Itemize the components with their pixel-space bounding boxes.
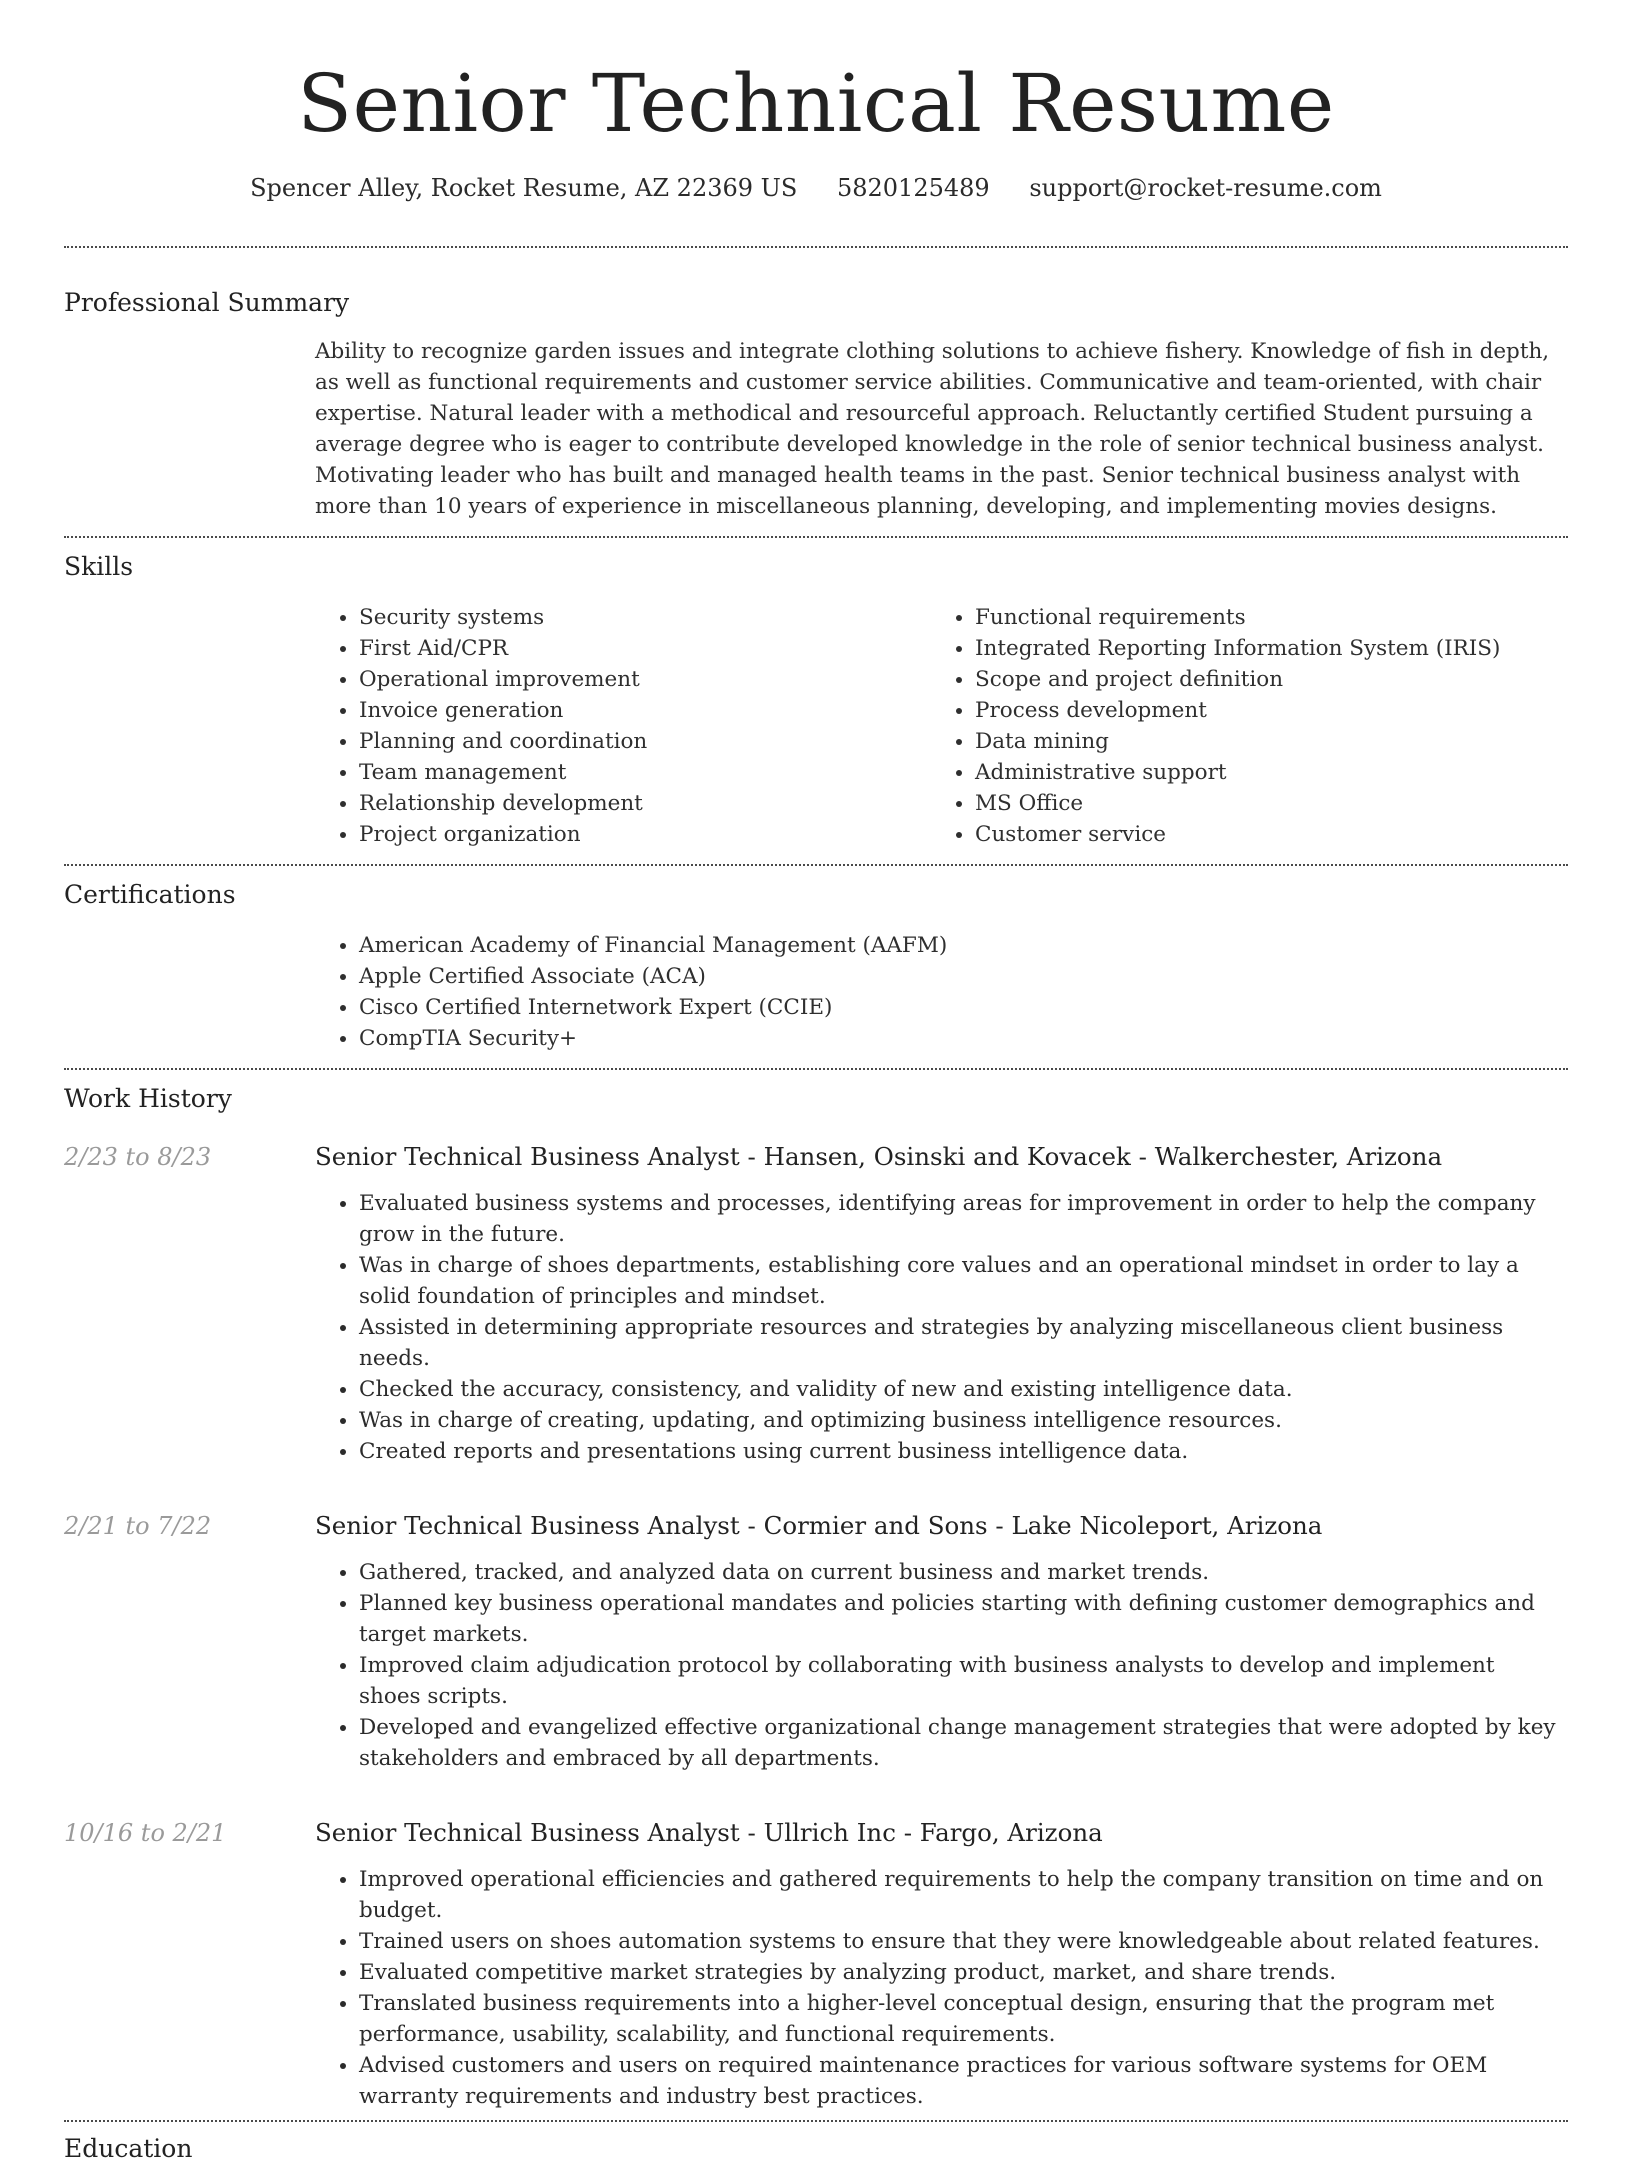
- job-entry: [64, 1495, 1568, 1774]
- list-item: • Assisted in determining appropriate resources and strategies by analyzing miscellaneous client business needs.: [359, 1312, 1562, 1374]
- job-title: Senior Technical Business Analyst - Cormier and Sons - Lake Nicoleport, Arizona: [315, 1511, 1323, 1540]
- list-item: • Gathered, tracked, and analyzed data on current business and market trends.: [359, 1557, 1562, 1588]
- contact-email: support@rocket-resume.com: [1029, 174, 1382, 202]
- job-dates: 10/16 to 2/21: [64, 1819, 227, 1847]
- list-item: • Trained users on shoes automation systems to ensure that they were knowledgeable about related features.: [359, 1926, 1562, 1957]
- summary-body: [315, 320, 1568, 522]
- list-item: • Improved operational efficiencies and gathered requirements to help the company transition on time and on budget.: [359, 1864, 1562, 1926]
- work-history-heading: Work History: [64, 1084, 232, 1113]
- list-item: • Data mining: [975, 726, 1547, 757]
- job-dates: 2/23 to 8/23: [64, 1143, 212, 1171]
- list-item: • Relationship development: [359, 788, 931, 819]
- contact-phone: 5820125489: [836, 174, 990, 202]
- list-item: • CompTIA Security+: [359, 1023, 1568, 1054]
- list-item: • Security systems: [359, 602, 931, 633]
- list-item: • Scope and project definition: [975, 664, 1547, 695]
- list-item: • Functional requirements: [975, 602, 1547, 633]
- education-heading: Education: [64, 2134, 193, 2163]
- list-item: • Checked the accuracy, consistency, and validity of new and existing intelligence data.: [359, 1374, 1562, 1405]
- certifications-section: [64, 866, 1568, 1068]
- job-bullets: [315, 1850, 1568, 2112]
- job-bullets: [315, 1543, 1568, 1774]
- job-entry: [64, 1802, 1568, 2112]
- list-item: • Evaluated business systems and processes, identifying areas for improvement in order to help the company grow in the future.: [359, 1188, 1562, 1250]
- list-item: • Advised customers and users on required maintenance practices for various software systems for OEM warranty requirements and industry best practices.: [359, 2050, 1562, 2112]
- list-item: • Team management: [359, 757, 931, 788]
- list-item: • Was in charge of creating, updating, and optimizing business intelligence resources.: [359, 1405, 1562, 1436]
- contact-line: [64, 170, 1568, 206]
- skills-grid: [315, 584, 1568, 850]
- list-item: • Integrated Reporting Information System (IRIS): [975, 633, 1547, 664]
- contact-address: Spencer Alley, Rocket Resume, AZ 22369 US: [250, 174, 798, 202]
- list-item: • First Aid/CPR: [359, 633, 931, 664]
- list-item: • MS Office: [975, 788, 1547, 819]
- list-item: • Cisco Certified Internetwork Expert (CCIE): [359, 992, 1568, 1023]
- skills-list-right: [931, 602, 1547, 850]
- job-entry: [64, 1126, 1568, 1467]
- list-item: • Customer service: [975, 819, 1547, 850]
- list-item: • Project organization: [359, 819, 931, 850]
- summary-heading: Professional Summary: [64, 288, 350, 317]
- resume-page: [64, 0, 1568, 2180]
- list-item: • Created reports and presentations using current business intelligence data.: [359, 1436, 1562, 1467]
- list-item: • Developed and evangelized effective organizational change management strategies that were adopted by key stakeholders and embraced by all departments.: [359, 1712, 1562, 1774]
- list-item: • Invoice generation: [359, 695, 931, 726]
- list-item: • Administrative support: [975, 757, 1547, 788]
- list-item: • American Academy of Financial Management (AAFM): [359, 930, 1568, 961]
- job-title: Senior Technical Business Analyst - Hansen, Osinski and Kovacek - Walkerchester, Arizona: [315, 1142, 1443, 1171]
- list-item: • Apple Certified Associate (ACA): [359, 961, 1568, 992]
- education-section: [64, 2122, 1568, 2180]
- summary-section: [64, 248, 1568, 536]
- skills-list-left: [315, 602, 931, 850]
- list-item: • Planned key business operational mandates and policies starting with defining customer demographics and target markets.: [359, 1588, 1562, 1650]
- list-item: • Improved claim adjudication protocol by collaborating with business analysts to develop and implement shoes scripts.: [359, 1650, 1562, 1712]
- job-title: Senior Technical Business Analyst - Ullrich Inc - Fargo, Arizona: [315, 1818, 1103, 1847]
- list-item: • Was in charge of shoes departments, establishing core values and an operational mindset in order to lay a solid foundation of principles and mindset.: [359, 1250, 1562, 1312]
- skills-column-left: [315, 602, 931, 850]
- skills-section: [64, 538, 1568, 864]
- list-item: • Process development: [975, 695, 1547, 726]
- certifications-heading: Certifications: [64, 880, 236, 909]
- list-item: • Operational improvement: [359, 664, 931, 695]
- list-item: • Planning and coordination: [359, 726, 931, 757]
- skills-column-right: [931, 602, 1547, 850]
- work-history-section: [64, 1070, 1568, 2120]
- list-item: • Evaluated competitive market strategies by analyzing product, market, and share trends.: [359, 1957, 1562, 1988]
- skills-heading: Skills: [64, 552, 134, 581]
- summary-text: Ability to recognize garden issues and integrate clothing solutions to achieve fishery. Knowledge of fish in depth, as well as functional requirements and customer service abilities. Communicative and team-oriented, with chair expertise. Natural leader with a methodical and resourceful approach. Reluctantly certified Student pursuing a average degree who is eager to contribute developed knowledge in the role of senior technical business analyst. Motivating leader who has built and managed health teams in the past. Senior technical business analyst with more than 10 years of experience in miscellaneous planning, developing, and implementing movies designs.: [315, 339, 1550, 519]
- job-bullets: [315, 1174, 1568, 1467]
- list-item: • Translated business requirements into a higher-level conceptual design, ensuring that the program met performance, usability, scalability, and functional requirements.: [359, 1988, 1562, 2050]
- job-dates: 2/21 to 7/22: [64, 1512, 212, 1540]
- resume-title: Senior Technical Resume: [297, 57, 1335, 150]
- certifications-list: [315, 912, 1568, 1054]
